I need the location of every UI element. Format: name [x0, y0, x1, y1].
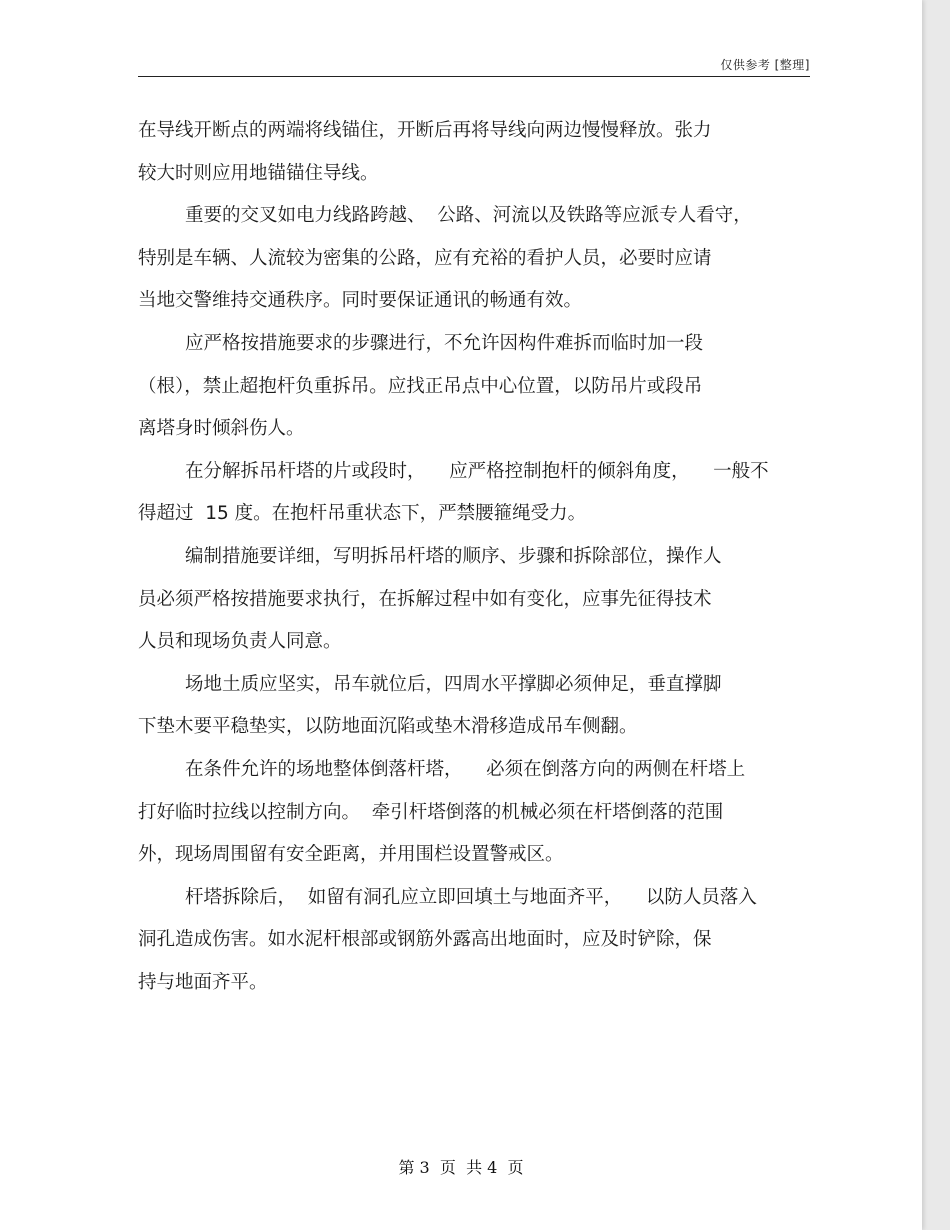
body-line: 杆塔拆除后， 如留有洞孔应立即回填土与地面齐平， 以防人员落入: [138, 886, 757, 908]
body-line: 离塔身时倾斜伤人。: [138, 418, 305, 440]
body-line: 较大时则应用地锚锚住导线。: [138, 162, 379, 184]
body-line: （根），禁止超抱杆负重拆吊。应找正吊点中心位置，以防吊片或段吊: [138, 375, 703, 397]
body-line: 编制措施要详细，写明拆吊杆塔的顺序、步骤和拆除部位，操作人: [138, 545, 722, 567]
page-number: 第 3 页 共 4 页: [398, 1158, 524, 1177]
header-divider: [138, 76, 810, 77]
body-line: 得超过 15 度。在抱杆吊重状态下，严禁腰箍绳受力。: [138, 503, 587, 525]
body-line: 应严格按措施要求的步骤进行，不允许因构件难拆而临时加一段: [138, 332, 704, 354]
header-note: 仅供参考 [整理]: [720, 58, 810, 72]
body-line: 打好临时拉线以控制方向。 牵引杆塔倒落的机械必须在杆塔倒落的范围: [138, 801, 724, 823]
body-line: 重要的交叉如电力线路跨越、 公路、河流以及铁路等应派专人看守，: [138, 205, 752, 227]
document-body: [138, 110, 818, 1004]
body-line: 在导线开断点的两端将线锚住，开断后再将导线向两边慢慢释放。张力: [138, 120, 712, 141]
body-line: 在条件允许的场地整体倒落杆塔， 必须在倒落方向的两侧在杆塔上: [138, 758, 746, 780]
body-line: 场地土质应坚实，吊车就位后，四周水平撑脚必须伸足，垂直撑脚: [138, 673, 722, 695]
body-line: 下垫木要平稳垫实，以防地面沉陷或垫木滑移造成吊车侧翻。: [138, 716, 638, 738]
body-line: 人员和现场负责人同意。: [138, 631, 342, 653]
body-line: 员必须严格按措施要求执行，在拆解过程中如有变化，应事先征得技术: [138, 588, 712, 610]
body-line: 洞孔造成伤害。如水泥杆根部或钢筋外露高出地面时，应及时铲除，保: [138, 929, 712, 951]
body-line: 外，现场周围留有安全距离，并用围栏设置警戒区。: [138, 844, 564, 866]
body-line: 当地交警维持交通秩序。同时要保证通讯的畅通有效。: [138, 290, 583, 312]
body-line: 在分解拆吊杆塔的片或段时， 应严格控制抱杆的倾斜角度， 一般不: [138, 460, 769, 482]
body-line: 持与地面齐平。: [138, 971, 268, 993]
body-line: 特别是车辆、人流较为密集的公路，应有充裕的看护人员，必要时应请: [138, 247, 712, 269]
